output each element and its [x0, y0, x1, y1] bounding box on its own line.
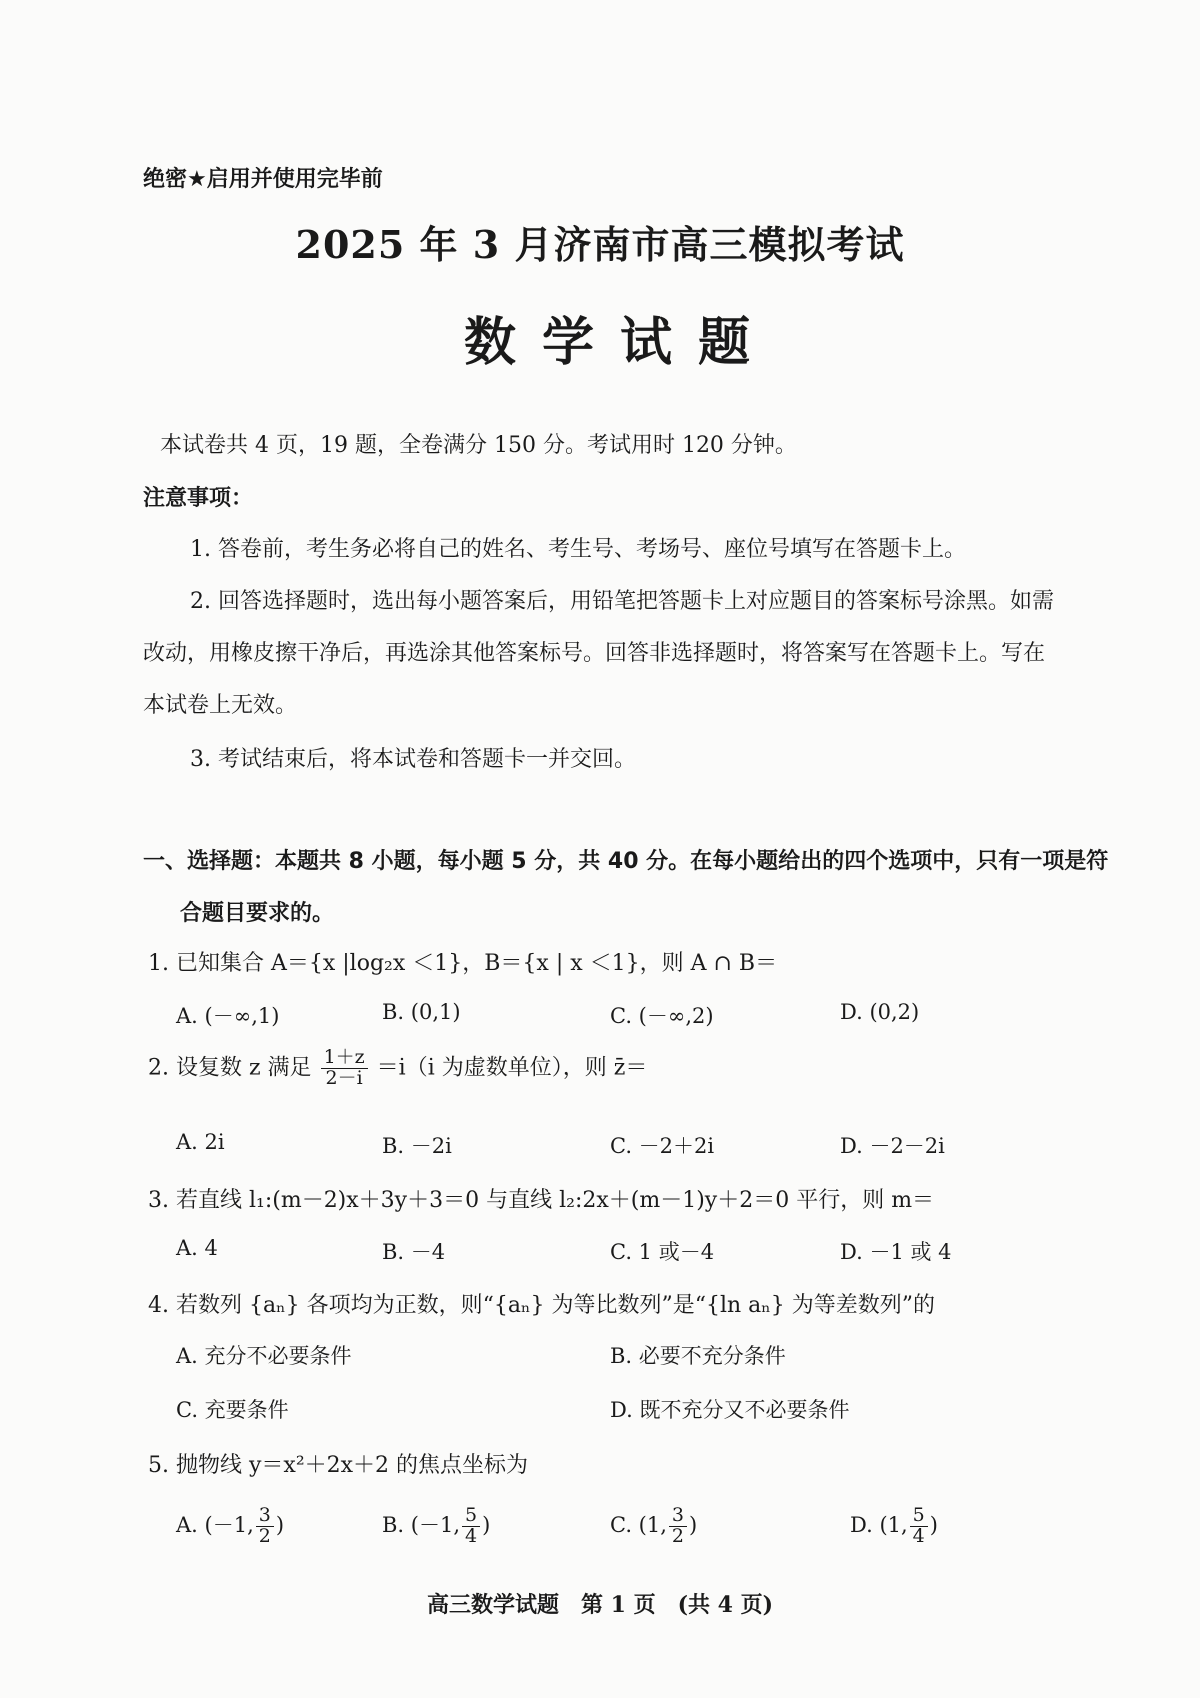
option-fraction — [669, 1506, 687, 1547]
question-5-option-a — [176, 1506, 284, 1547]
notice-heading: 注意事项： — [143, 486, 254, 511]
question-2-fraction-denominator: 2－i — [325, 1066, 363, 1089]
option-fraction-denominator: 2 — [671, 1524, 684, 1547]
exam-title: 2025 年 3 月济南市高三模拟考试 — [295, 222, 905, 267]
question-1-stem: 1. 已知集合 A＝{x |log₂x ＜1}，B＝{x | x ＜1}，则 A ∩ B＝ — [148, 951, 778, 976]
question-5-stem: 5. 抛物线 y＝x²＋2x＋2 的焦点坐标为 — [148, 1453, 529, 1478]
question-3-option-a: A. 4 — [176, 1236, 218, 1260]
option-suffix: ) — [482, 1512, 491, 1537]
confidential-label: 绝密★启用并使用完毕前 — [143, 167, 383, 192]
notice-item-1: 1. 答卷前，考生务必将自己的姓名、考生号、考场号、座位号填写在答题卡上。 — [190, 537, 966, 562]
question-1-option-a: A. (－∞,1) — [176, 1004, 280, 1028]
question-4-option-c: C. 充要条件 — [176, 1398, 289, 1422]
subject-title: 数学试题 — [463, 313, 776, 373]
option-fraction-numerator: 5 — [462, 1506, 480, 1527]
question-1-option-c: C. (－∞,2) — [610, 1004, 714, 1028]
option-fraction — [462, 1506, 480, 1547]
option-suffix: ) — [689, 1512, 698, 1537]
option-prefix: D. (1, — [850, 1512, 908, 1537]
question-3-option-b: B. －4 — [382, 1240, 446, 1264]
question-4-option-a: A. 充分不必要条件 — [176, 1344, 352, 1368]
option-suffix: ) — [929, 1512, 938, 1537]
option-fraction-numerator: 3 — [669, 1506, 687, 1527]
option-fraction — [910, 1506, 928, 1547]
section-heading: 一、选择题：本题共 8 小题，每小题 5 分，共 40 分。在每小题给出的四个选项中，只有一项是符 — [143, 849, 1109, 874]
option-prefix: A. (－1, — [176, 1512, 254, 1537]
question-2-stem — [148, 1048, 647, 1089]
question-2-stem-prefix: 2. 设复数 z 满足 — [148, 1055, 312, 1081]
option-fraction-denominator: 2 — [258, 1524, 271, 1547]
page-footer: 高三数学试题 第 1 页 (共 4 页) — [426, 1592, 774, 1618]
question-5-option-c — [610, 1506, 697, 1547]
question-3-option-c: C. 1 或－4 — [610, 1240, 715, 1264]
question-4-stem: 4. 若数列 {aₙ} 各项均为正数，则“{aₙ} 为等比数列”是“{ln aₙ} 为等差数列”的 — [148, 1293, 936, 1318]
notice-item-2-line-3: 本试卷上无效。 — [143, 693, 298, 718]
notice-item-2-line-2: 改动，用橡皮擦干净后，再选涂其他答案标号。回答非选择题时，将答案写在答题卡上。写在 — [143, 641, 1046, 666]
question-2-option-d: D. －2－2i — [840, 1134, 945, 1158]
question-3-option-d: D. －1 或 4 — [840, 1240, 952, 1264]
option-fraction-denominator: 4 — [912, 1524, 925, 1547]
option-suffix: ) — [275, 1512, 285, 1537]
question-5-option-d — [850, 1506, 938, 1547]
question-4-option-b: B. 必要不充分条件 — [610, 1344, 786, 1368]
question-2-option-b: B. －2i — [382, 1134, 452, 1158]
question-2-stem-suffix: ＝i（i 为虚数单位），则 z̄＝ — [376, 1055, 648, 1081]
option-fraction-denominator: 4 — [465, 1524, 478, 1547]
question-3-stem: 3. 若直线 l₁:(m－2)x＋3y＋3＝0 与直线 l₂:2x＋(m－1)y＋2＝0 平行，则 m＝ — [148, 1188, 935, 1213]
option-fraction — [256, 1506, 274, 1547]
question-2-option-a: A. 2i — [176, 1130, 225, 1154]
notice-item-3: 3. 考试结束后，将本试卷和答题卡一并交回。 — [190, 747, 636, 772]
option-prefix: B. (－1, — [382, 1512, 461, 1537]
question-2-option-c: C. －2＋2i — [610, 1134, 715, 1158]
option-fraction-numerator: 3 — [256, 1506, 274, 1527]
exam-summary: 本试卷共 4 页，19 题，全卷满分 150 分。考试用时 120 分钟。 — [160, 433, 797, 458]
option-fraction-numerator: 5 — [910, 1506, 928, 1527]
question-1-option-d: D. (0,2) — [840, 1000, 920, 1024]
question-4-option-d: D. 既不充分又不必要条件 — [610, 1398, 850, 1422]
question-2-fraction-numerator: 1＋z — [321, 1048, 368, 1069]
section-heading-continued: 合题目要求的。 — [180, 901, 335, 926]
question-2-fraction — [321, 1048, 368, 1089]
question-5-option-b — [382, 1506, 490, 1547]
question-1-option-b: B. (0,1) — [382, 1000, 461, 1024]
notice-item-2-line-1: 2. 回答选择题时，选出每小题答案后，用铅笔把答题卡上对应题目的答案标号涂黑。如需 — [190, 589, 1054, 614]
option-prefix: C. (1, — [610, 1512, 667, 1537]
